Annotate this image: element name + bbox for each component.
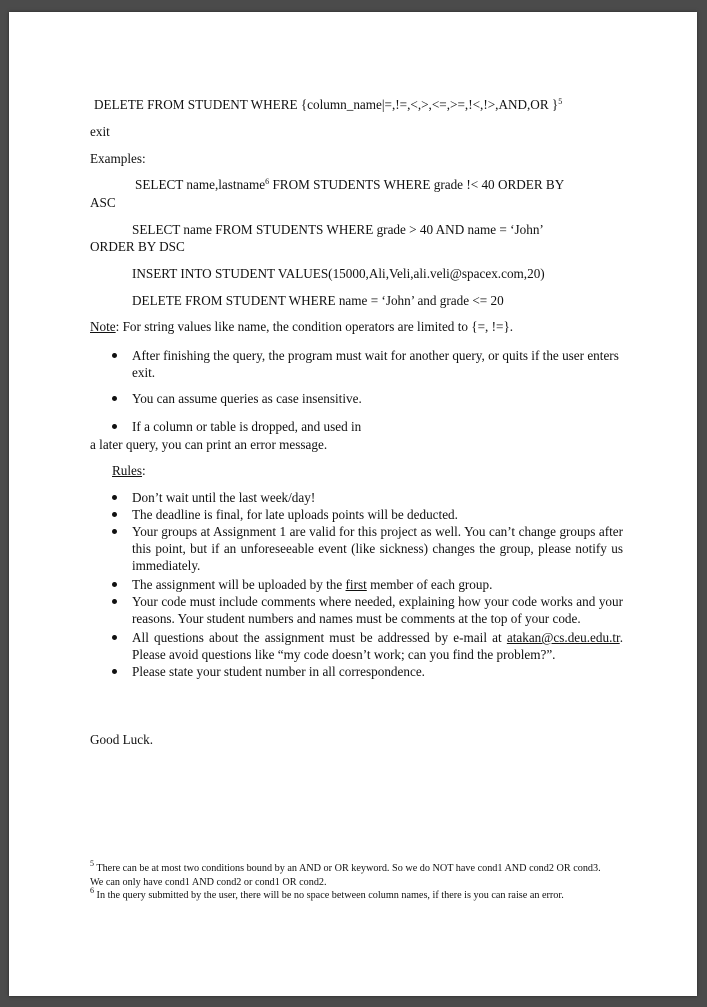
exit-command: exit [90, 124, 110, 139]
rules-heading [112, 462, 146, 479]
contact-email-link[interactable]: atakan@cs.deu.edu.tr [506, 630, 620, 645]
footnote-6-text: In the query submitted by the user, there will be no space between column names, if there is you can raise an error. [94, 890, 564, 901]
rules-colon: : [142, 463, 146, 478]
example-select-2: SELECT name FROM STUDENTS WHERE grade > 40 AND name = ‘John’ [132, 222, 544, 237]
rule-4-first: first [345, 577, 367, 592]
bullet-continuation: a later query, you can print an error message. [90, 437, 328, 452]
note-line [90, 318, 513, 335]
rules-list [90, 489, 623, 680]
example-select-1 [135, 176, 564, 193]
closing-text: Good Luck. [90, 732, 153, 747]
rule-6-pre: All questions about the assignment must be addressed by e-mail at [132, 630, 507, 645]
example-select-1-part2: FROM STUDENTS WHERE grade !< 40 ORDER BY [269, 177, 565, 192]
footnote-ref-6: 6 [265, 177, 270, 186]
delete-syntax-text: DELETE FROM STUDENT WHERE {column_name|=,!=,<,>,<=,>=,!<,!>,AND,OR } [94, 97, 559, 112]
footnote-6 [90, 886, 620, 903]
example-select-1-part1: SELECT name,lastname [135, 177, 266, 192]
list-item: Don’t wait until the last week/day! [90, 489, 623, 506]
footnote-6-marker: 6 [90, 886, 94, 895]
list-item: If a column or table is dropped, and used in [90, 418, 630, 435]
list-item: Your code must include comments where needed, explaining how your code works and your reasons. Your student numbers and names must be comments at the top of your code. [90, 593, 623, 627]
list-item [90, 629, 623, 663]
list-item: You can assume queries as case insensitive. [90, 390, 630, 407]
rule-4-post: member of each group. [366, 577, 493, 592]
list-item: The deadline is final, for late uploads points will be deducted. [90, 506, 623, 523]
list-item: After finishing the query, the program must wait for another query, or quits if the user enters exit. [90, 347, 630, 381]
note-label: Note [90, 319, 116, 334]
examples-heading: Examples: [90, 151, 146, 166]
rule-6-post: . Please avoid questions like “my code doesn’t work; can you find the problem?”. [132, 630, 623, 662]
rules-label: Rules [112, 463, 143, 478]
list-item: Please state your student number in all correspondence. [90, 663, 623, 680]
note-text: : For string values like name, the condition operators are limited to {=, !=}. [115, 319, 514, 334]
footnote-ref-5: 5 [558, 97, 563, 106]
list-item: Your groups at Assignment 1 are valid for this project as well. You can’t change groups after this point, but if an unforeseeable event (like sickness) changes the group, please notify us immediately. [90, 523, 623, 574]
example-select-1-cont: ASC [90, 195, 116, 210]
document-page [9, 12, 697, 996]
rule-4-pre: The assignment will be uploaded by the [132, 577, 346, 592]
footnote-5-text: There can be at most two conditions bound by an AND or OR keyword. So we do NOT have cond1 AND cond2 OR cond3. We can only have cond1 AND cond2 or cond1 OR cond2. [90, 863, 601, 888]
example-insert: INSERT INTO STUDENT VALUES(15000,Ali,Veli,ali.veli@spacex.com,20) [132, 266, 545, 281]
example-select-2-cont: ORDER BY DSC [90, 239, 185, 254]
example-delete: DELETE FROM STUDENT WHERE name = ‘John’ and grade <= 20 [132, 293, 504, 308]
general-bullet-list [90, 347, 630, 435]
footnote-5 [90, 859, 610, 889]
list-item [90, 576, 623, 593]
footnote-5-marker: 5 [90, 859, 94, 868]
delete-syntax-line [94, 96, 562, 113]
